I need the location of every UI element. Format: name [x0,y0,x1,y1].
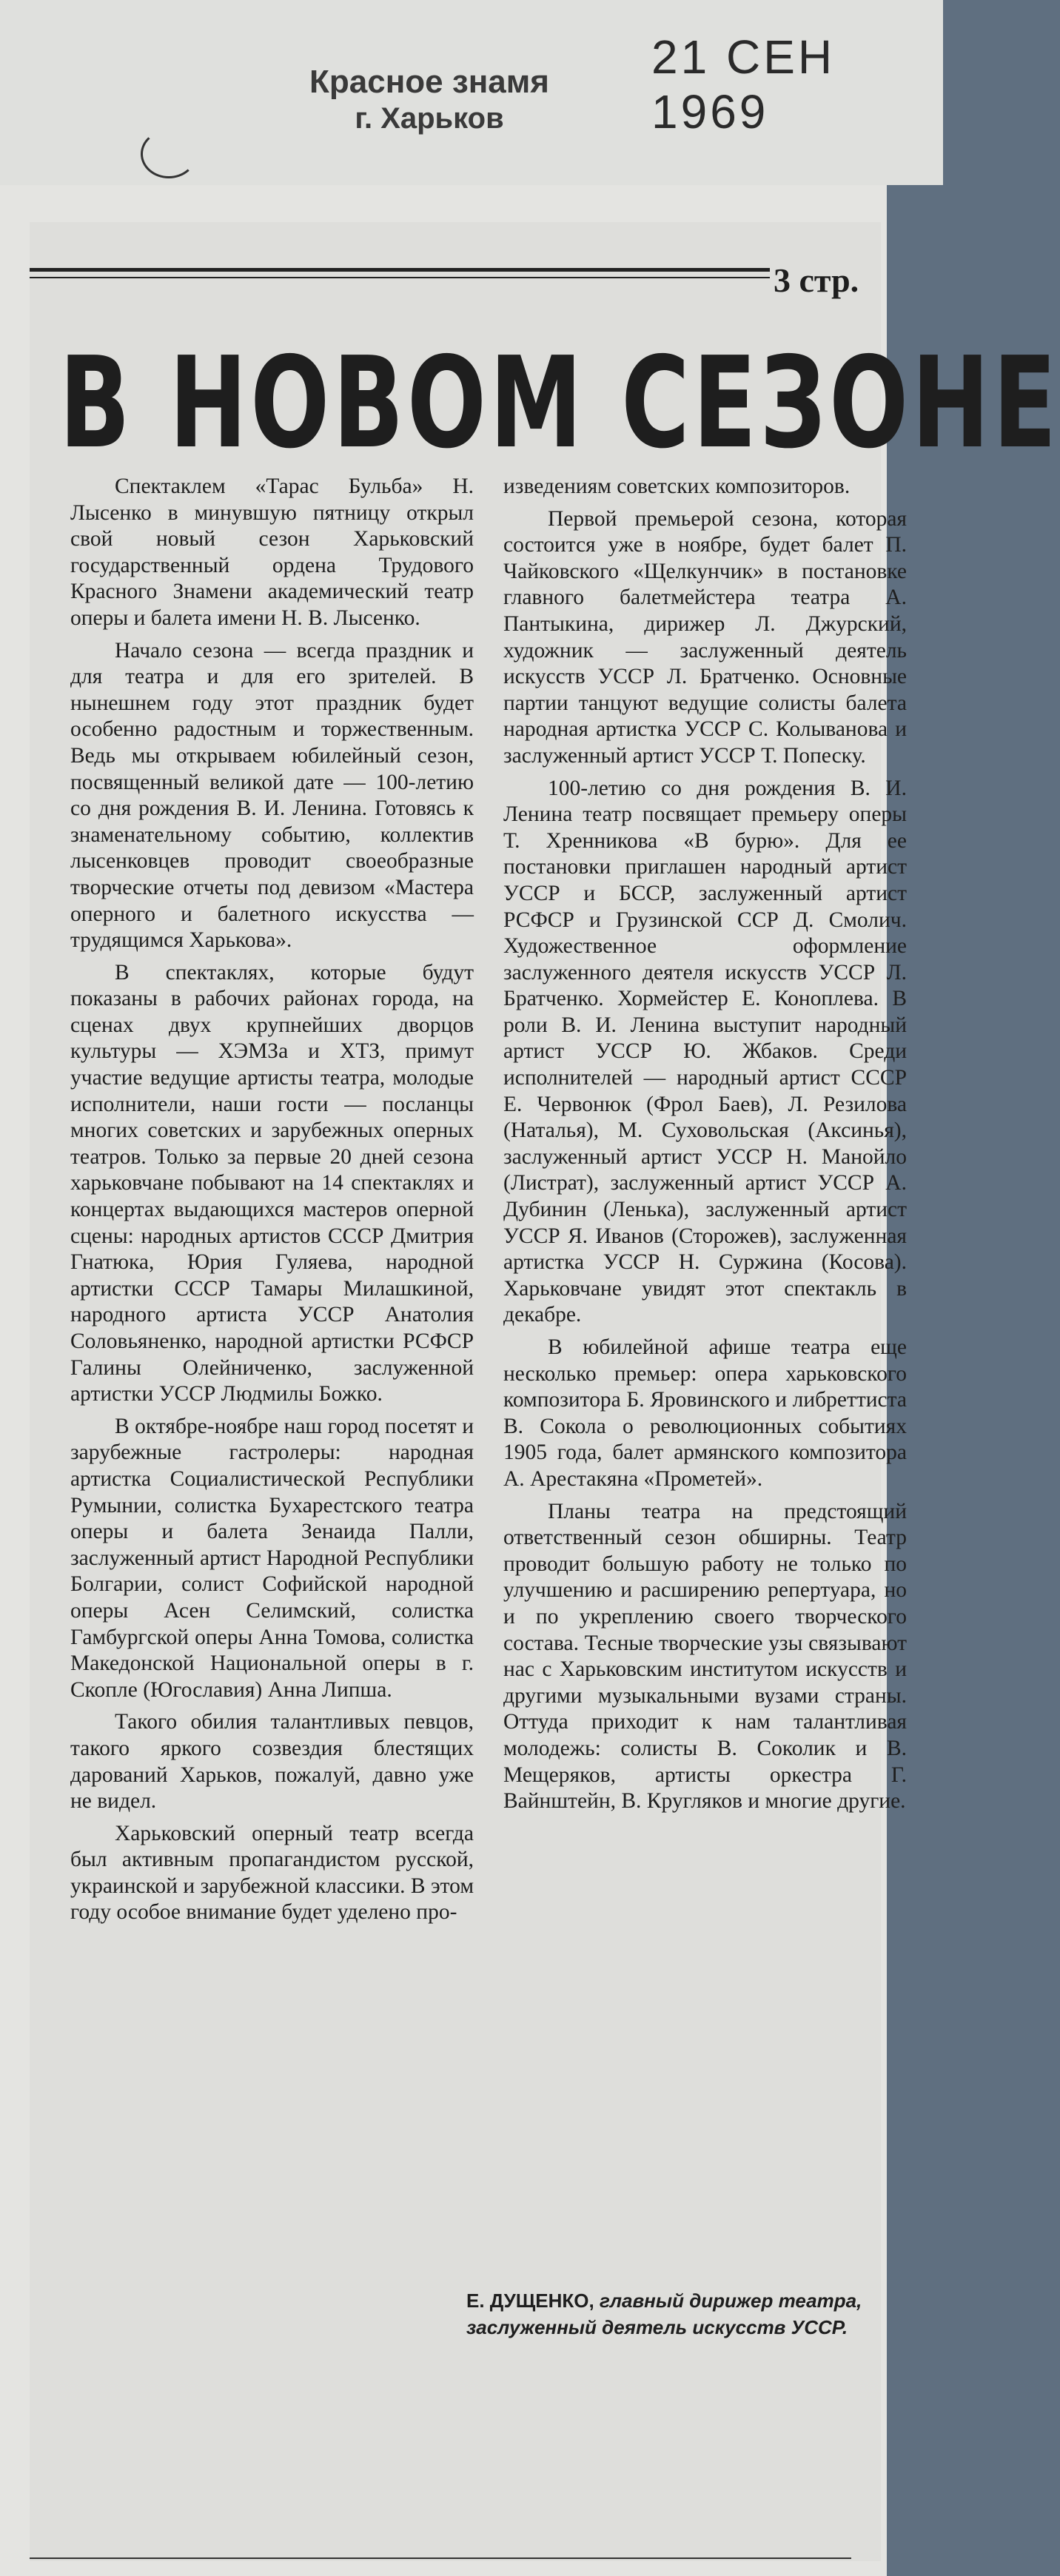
date-stamp: 21 СЕН 1969 [651,30,836,138]
paragraph-continuation: изведениям советских композиторов. [503,474,851,498]
bottom-rule [30,2557,851,2559]
newspaper-stamp [281,63,577,135]
column-left [70,474,474,1926]
column-right [503,474,907,1815]
paragraph: Планы театра на предстоящий ответственный сезон обширны. Театр проводит большую работу не только по улучшению и расширению репертуара, но и по укреплению своего творческого состава. Тесные творческие узы связывают нас с Харьковским институтом искусств и другими музыкальными вузами страны. Оттуда приходит к нам талантливая молодежь: солисты В. Соколик и В. Мещеряков, артисты оркестра Г. Вайнштейн, В. Кругляков и многие другие. [503,1499,907,1814]
author-signature [466,2287,896,2341]
article-body [70,474,907,2391]
paragraph: 100-летию со дня рождения В. И. Ленина театр посвящает премьеру оперы Т. Хренникова «В бурю». Для ее постановки приглашен народный артист УССР и БССР, заслуженный артист РСФСР и Грузинской ССР Д. Смолич. Художественное оформление заслуженного деятеля искусств УССР Л. Братченко. Хормейстер Е. Коноплева. В роли В. И. Ленина выступит народный артист УССР Ю. Жбаков. Среди исполнителей — народный артист СССР Е. Червонюк (Фрол Баев), Л. Резилова (Наталья), М. Суховольская (Аксинья), заслуженный артист УССР Н. Манойло (Листрат), заслуженный артист УССР А. Дубинин (Ленька), заслуженный артист УССР Я. Иванов (Сторожев), заслуженная артистка УССР Н. Суржина (Косова). Харьковчане увидят этот спектакль в декабре. [503,776,907,1327]
paragraph: В спектаклях, которые будут показаны в рабочих районах города, на сценах двух крупнейших дворцов культуры — ХЭМЗа и ХТЗ, примут участие ведущие артисты театра, молодые исполнители, наши гости — посланцы многих советских и зарубежных оперных театров. Только за первые 20 дней сезона харьковчане побывают на 14 спектаклях и концертах выдающихся мастеров оперной сцены: народных артистов СССР Дмитрия Гнатюка, Юрия Гуляева, народной артистки СССР Тамары Милашкиной, народного артиста УССР Анатолия Соловьяненко, народной артистки РСФСР Галины Олейниченко, заслуженной артистки УССР Людмилы Божко. [70,960,474,1406]
paragraph: Спектаклем «Тарас Бульба» Н. Лысенко в минувшую пятницу открыл свой новый сезон Харьковский государственный ордена Трудового Красного Знамени академический театр оперы и балета имени Н. В. Лысенко. [70,474,474,630]
rule-thick [30,268,770,272]
header-rule [30,261,881,299]
page-number: 3 стр. [774,261,859,299]
pen-mark [141,130,197,178]
newspaper-city: г. Харьков [355,102,504,135]
paragraph: Харьковский оперный театр всегда был активным пропагандистом русской, украинской и зарубежной классики. В этом году особое внимание будет уделено про- [70,1821,474,1925]
archive-card [0,0,943,185]
paragraph: Первой премьерой сезона, которая состоится уже в ноябре, будет балет П. Чайковского «Щелкунчик» в постановке главного балетмейстера театра А. Пантыкина, дирижер Л. Джурский, художник — заслуженный деятель искусств УССР Л. Братченко. Основные партии танцуют ведущие солисты балета народная артистка УССР С. Колыванова и заслуженный артист УССР Т. Попеску. [503,506,907,768]
paragraph: В октябре-ноябре наш город посетят и зарубежные гастролеры: народная артистка Социалистической Республики Румынии, солистка Бухарестского театра оперы и балета Зенаида Палли, заслуженный артист Народной Республики Болгарии, солист Софийской народной оперы Асен Селимский, солистка Гамбургской оперы Анна Томова, солистка Македонской Национальной оперы в г. Скопле (Югославия) Анна Липша. [70,1414,474,1702]
newspaper-name: Красное знамя [309,64,549,100]
author-name: Е. ДУЩЕНКО, [466,2290,594,2312]
rule-thin [30,277,770,278]
article [30,222,1060,2561]
paragraph: Начало сезона — всегда праздник и для театра и для его зрителей. В нынешнем году этот праздник будет особенно радостным и торжественным. Ведь мы открываем юбилейный сезон, посвященный великой дате — 100-летию со дня рождения В. И. Ленина. Готовясь к знаменательному событию, коллектив лысенковцев проводит своеобразные творческие отчеты под девизом «Мастера оперного и балетного искусства — трудящимся Харькова». [70,638,474,953]
paragraph: В юбилейной афише театра еще несколько премьер: опера харьковского композитора Б. Яровинского и либреттиста В. Сокола о революционных событиях 1905 года, балет армянского композитора А. Арестакяна «Прометей». [503,1335,907,1491]
paragraph: Такого обилия талантливых певцов, такого яркого созвездия блестящих дарований Харьков, пожалуй, давно уже не видел. [70,1710,474,1814]
article-headline: В НОВОМ СЕЗОНЕ [59,330,1060,477]
author-title: главный дирижер театра, заслуженный деятель искусств УССР. [466,2290,862,2338]
